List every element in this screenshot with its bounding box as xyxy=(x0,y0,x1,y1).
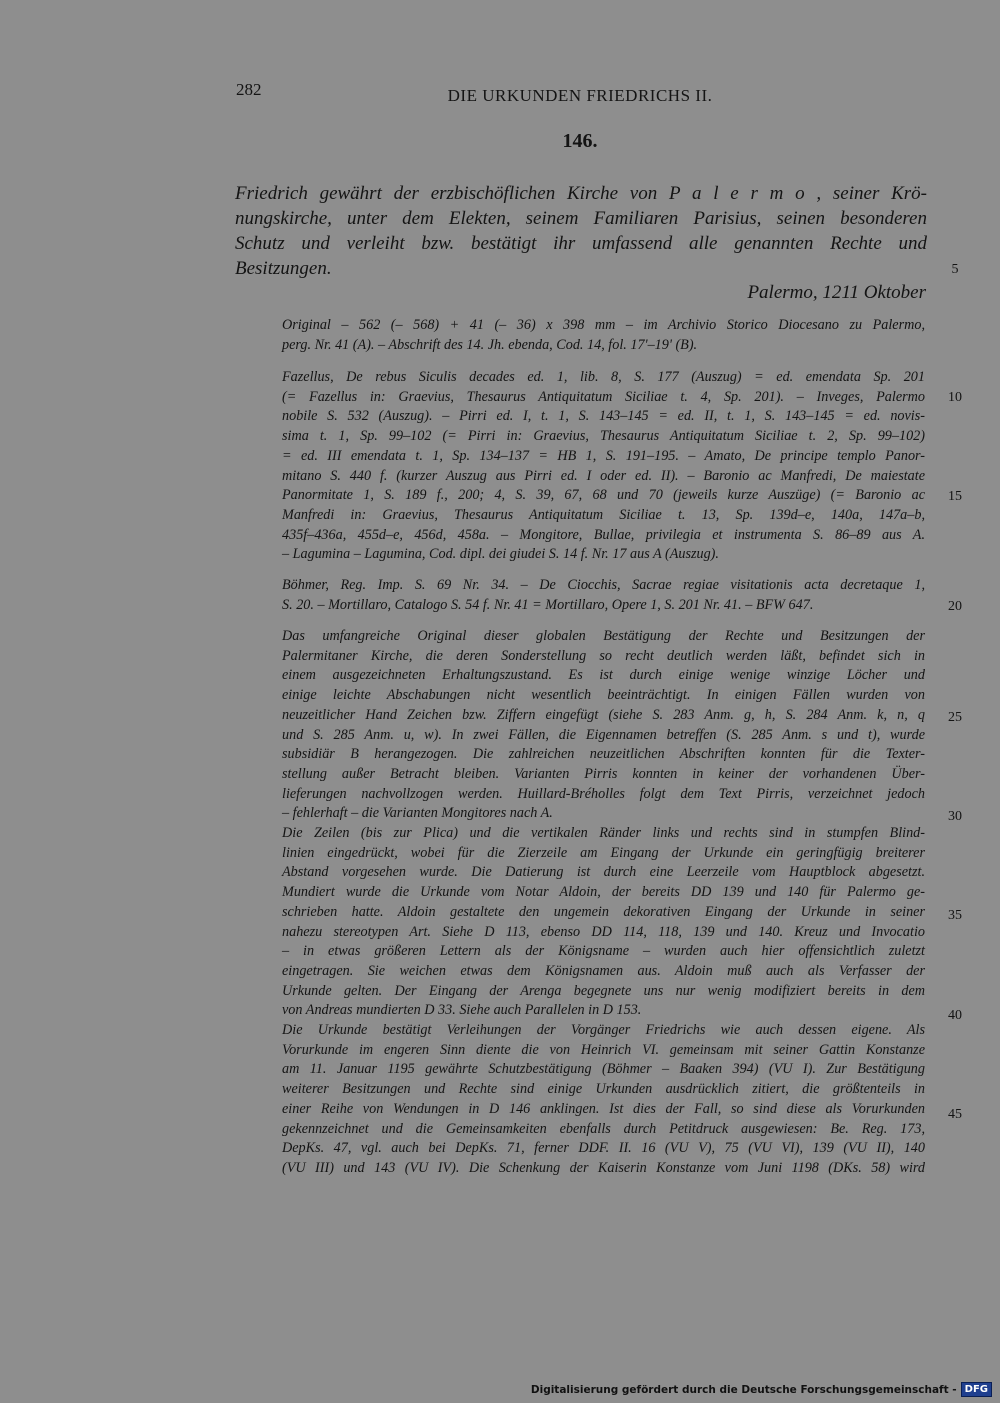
text-line: – in etwas größeren Lettern als der Königsname – wurden auch hier offensichtlich zuletzt xyxy=(282,943,925,960)
text-line: lieferungen nachvollzogen werden. Huillard-Bréholles folgt dem Text Pirris, verzeichnet jedoch xyxy=(282,785,925,802)
text-line: Palermitaner Kirche, die deren Sonderstellung so recht deutlich werden läßt, befindet sich in xyxy=(282,647,925,664)
text-line: linien eingedrückt, wobei für die Zierzeile am Eingang der Urkunde ein geringfügig breiterer xyxy=(282,844,925,861)
text-line: von Andreas mundierten D 33. Siehe auch Parallelen in D 153. xyxy=(282,1002,642,1019)
line-number: 25 xyxy=(948,710,962,725)
text-line: Urkunde gelten. Der Eingang der Arenga begegnete uns nur wenig modifiziert bereits in dem xyxy=(282,982,925,999)
text-line: Die Zeilen (bis zur Plica) und die vertikalen Ränder links und rechts sind in stumpfen Blind- xyxy=(282,825,925,842)
text-line: – fehlerhaft – die Varianten Mongitores nach A. xyxy=(282,805,553,822)
line-number: 30 xyxy=(948,809,962,824)
footer-credit: Digitalisierung gefördert durch die Deutsche Forschungsgemeinschaft - xyxy=(530,1383,957,1396)
text-line: und S. 285 Anm. u, w). In zwei Fällen, die Eigennamen betreffen (S. 285 Anm. s und t), wurde xyxy=(282,726,925,743)
line-number: 35 xyxy=(948,908,962,923)
text-line: S. 20. – Mortillaro, Catalogo S. 54 f. Nr. 41 = Mortillaro, Opere 1, S. 201 Nr. 41. – BFW 647. xyxy=(282,596,814,613)
text-line: schrieben hatte. Aldoin gestaltete den ungemein dekorativen Eingang der Urkunde in seiner xyxy=(282,903,925,920)
text-line: Die Urkunde bestätigt Verleihungen der Vorgänger Friedrichs wie auch dessen eigene. Als xyxy=(282,1022,925,1039)
text-line: Das umfangreiche Original dieser globalen Bestätigung der Rechte und Besitzungen der xyxy=(282,628,925,644)
text-line: einem ausgezeichneten Erhaltungszustand. Es ist durch einige wenige winzige Löcher und xyxy=(282,667,925,684)
regest xyxy=(235,181,927,281)
running-head: DIE URKUNDEN FRIEDRICHS II. xyxy=(447,86,713,105)
dfg-footer xyxy=(531,1382,992,1397)
text-line: eingetragen. Sie weichen etwas dem Königsnamen aus. Aldoin muß auch als Verfasser der xyxy=(282,962,925,979)
text-line: am 11. Januar 1195 gewährte Schutzbestätigung (Böhmer – Baaken 394) (VU I). Zur Bestätigung xyxy=(282,1061,925,1078)
regest-line: Schutz und verleiht bzw. bestätigt ihr umfassend alle genannten Rechte und xyxy=(235,233,927,254)
line-number: 40 xyxy=(948,1008,962,1023)
text-line: Mundiert wurde die Urkunde vom Notar Aldoin, der bereits DD 139 und 140 für Palermo ge- xyxy=(282,884,925,901)
page-number: 282 xyxy=(236,80,262,99)
text-line: perg. Nr. 41 (A). – Abschrift des 14. Jh. ebenda, Cod. 14, fol. 17'–19' (B). xyxy=(282,336,698,353)
text-line: = ed. III emendata t. 1, Sp. 134–137 = HB 1, S. 191–195. – Amato, De principe templo Panor- xyxy=(282,447,925,464)
dfg-logo: DFG xyxy=(961,1382,992,1397)
text-line: sima t. 1, Sp. 99–102 (= Pirri in: Graevius, Thesaurus Antiquitatum Siciliae t. 2, Sp. 99–102) xyxy=(282,428,925,445)
text-line: (VU III) und 143 (VU IV). Die Schenkung der Kaiserin Konstanze vom Juni 1198 (DKs. 58) wird xyxy=(282,1159,925,1176)
editions-block xyxy=(282,368,925,565)
text-line: gekennzeichnet und die Gemeinsamkeiten ebenfalls durch Petitdruck ausgewiesen: Be. Reg. 173, xyxy=(282,1120,925,1137)
regesten-block xyxy=(282,576,925,615)
line-number: 10 xyxy=(948,390,962,405)
text-line: 435f–436a, 455d–e, 456d, 458a. – Mongitore, Bullae, privilegia et instrumenta S. 86–89 aus A. xyxy=(282,526,925,543)
text-line: – Lagumina – Lagumina, Cod. dipl. dei giudei S. 14 f. Nr. 17 aus A (Auszug). xyxy=(282,546,719,563)
place-date: Palermo, 1211 Oktober xyxy=(747,282,926,303)
text-line: einige leichte Abschabungen nicht wesentlich beeinträchtigt. In einigen Fällen wurden von xyxy=(282,687,925,704)
regest-line: Friedrich gewährt der erzbischöflichen Kirche von P a l e r m o , seiner Krö- xyxy=(235,183,927,204)
text-line: DepKs. 47, vgl. auch bei DepKs. 71, ferner DDF. II. 16 (VU V), 75 (VU VI), 139 (VU II), 140 xyxy=(282,1140,925,1157)
text-line: neuzeitlicher Hand Zeichen bzw. Ziffern eingefügt (siehe S. 283 Anm. g, h, S. 284 Anm. k, n, q xyxy=(282,706,925,723)
regest-line: nungskirche, unter dem Elekten, seinem Familiaren Parisius, seinen besonderen xyxy=(235,208,927,229)
tradition-block xyxy=(282,316,925,355)
text-line: Vorurkunde im engeren Sinn diente die von Heinrich VI. gemeinsam mit seiner Gattin Konstanze xyxy=(282,1041,925,1058)
document-number: 146. xyxy=(562,130,598,152)
text-line: Abstand vorgesehen wurde. Die Datierung ist durch eine Leerzeile vom Hauptblock abgesetzt. xyxy=(282,864,925,881)
line-number: 45 xyxy=(948,1107,962,1122)
text-line: Panormitate 1, S. 189 f., 200; 4, S. 39, 67, 68 und 70 (jeweils kurze Auszüge) (= Baronio ac xyxy=(282,487,925,504)
text-line: nahezu stereotypen Art. Siehe D 113, ebenso DD 114, 118, 139 und 140. Kreuz und Invocatio xyxy=(282,923,925,940)
regest-line: Besitzungen. xyxy=(235,258,332,279)
text-line: Böhmer, Reg. Imp. S. 69 Nr. 34. – De Ciocchis, Sacrae regiae visitationis acta decretaque 1, xyxy=(282,577,925,593)
line-number: 20 xyxy=(948,599,962,614)
text-line: Original – 562 (– 568) + 41 (– 36) x 398 mm – im Archivio Storico Diocesano zu Palermo, xyxy=(282,317,925,333)
text-line: Manfredi in: Graevius, Thesaurus Antiquitatum Siciliae t. 13, Sp. 139d–e, 140a, 147a–b, xyxy=(282,506,925,523)
text-line: Fazellus, De rebus Siculis decades ed. 1, lib. 8, S. 177 (Auszug) = ed. emendata Sp. 201 xyxy=(282,369,925,385)
text-line: subsidiär B herangezogen. Die zahlreichen neuzeitlichen Abschriften konnten für die Texter- xyxy=(282,746,925,763)
text-line: weiterer Besitzungen und Rechte sind einige Urkunden ausdrücklich zitiert, die größtenteils in xyxy=(282,1081,925,1098)
text-line: stellung außer Betracht bleiben. Varianten Pirris konnten in keiner der vorhandenen Über- xyxy=(282,765,925,782)
line-number: 15 xyxy=(948,489,962,504)
text-line: mitano S. 440 f. (kurzer Auszug aus Pirri ed. I oder ed. II). – Baronio ac Manfredi, De maiestate xyxy=(282,467,925,484)
text-line: einer Reihe von Wendungen in D 146 anklingen. Ist dies der Fall, so sind diese als Vorurkunden xyxy=(282,1100,925,1117)
line-number: 5 xyxy=(951,262,959,277)
commentary-block xyxy=(282,627,925,1179)
text-line: (= Fazellus in: Graevius, Thesaurus Antiquitatum Siciliae t. 4, Sp. 201). – Inveges, Palermo xyxy=(282,388,925,405)
text-line: nobile S. 532 (Auszug). – Pirri ed. I, t. 1, S. 143–145 = ed. II, t. 1, S. 143–145 = ed. novis- xyxy=(282,408,925,425)
